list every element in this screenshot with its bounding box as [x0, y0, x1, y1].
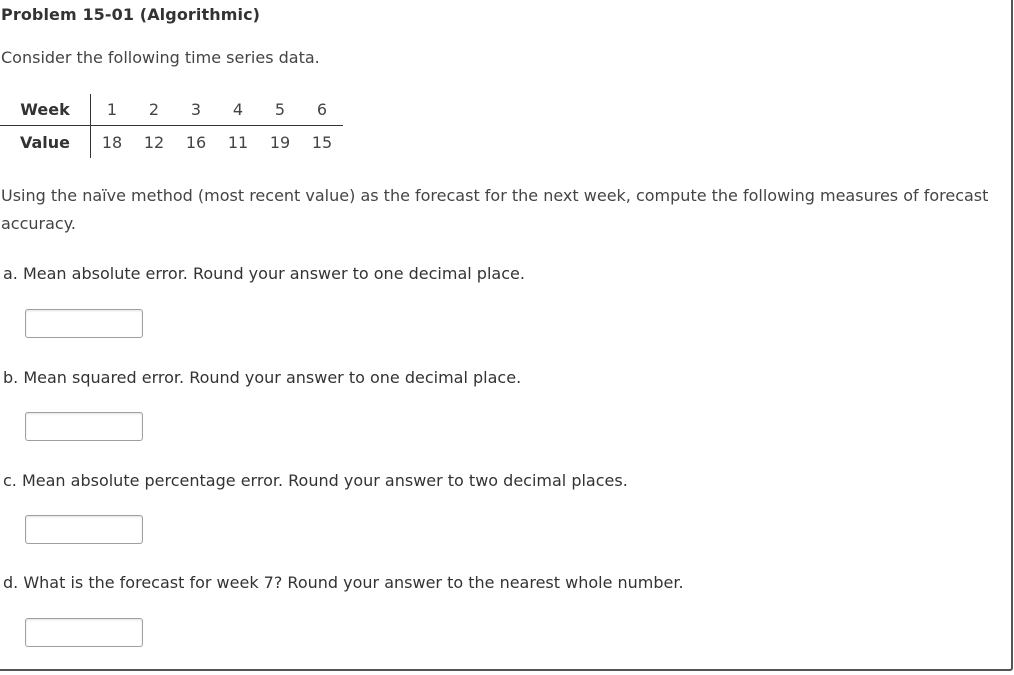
- answer-a-input[interactable]: [25, 309, 143, 338]
- problem-instruction: Using the naïve method (most recent value) as the forecast for the next week, compute the following measures of forecast accuracy.: [1, 186, 989, 233]
- value-cell: 18: [101, 132, 123, 152]
- week-cell: 6: [301, 94, 343, 126]
- table-row-value: [0, 126, 343, 159]
- table-row-week: [0, 94, 343, 126]
- week-cell: 4: [217, 94, 259, 126]
- answer-c-input[interactable]: [25, 515, 143, 544]
- problem-title: Problem 15-01 (Algorithmic): [1, 5, 261, 24]
- row-header-week: Week: [0, 94, 91, 126]
- week-cell: 1: [91, 94, 134, 126]
- question-d-label: d. What is the forecast for week 7? Round your answer to the nearest whole number.: [3, 573, 684, 592]
- question-c-label: c. Mean absolute percentage error. Round your answer to two decimal places.: [3, 471, 628, 490]
- week-cell: 5: [259, 94, 301, 126]
- value-cell: 15: [311, 132, 333, 152]
- value-cell: 19: [269, 132, 291, 152]
- week-cell: 3: [175, 94, 217, 126]
- week-cell: 2: [133, 94, 175, 126]
- answer-d-input[interactable]: [25, 618, 143, 647]
- value-cell: 12: [143, 132, 165, 152]
- value-cell: 16: [185, 132, 207, 152]
- problem-intro: Consider the following time series data.: [1, 48, 320, 67]
- time-series-table: [0, 94, 343, 158]
- row-header-value: Value: [0, 126, 91, 159]
- question-b-label: b. Mean squared error. Round your answer to one decimal place.: [3, 368, 522, 387]
- answer-b-input[interactable]: [25, 412, 143, 441]
- value-cell: 11: [227, 132, 249, 152]
- question-a-label: a. Mean absolute error. Round your answer to one decimal place.: [3, 264, 525, 283]
